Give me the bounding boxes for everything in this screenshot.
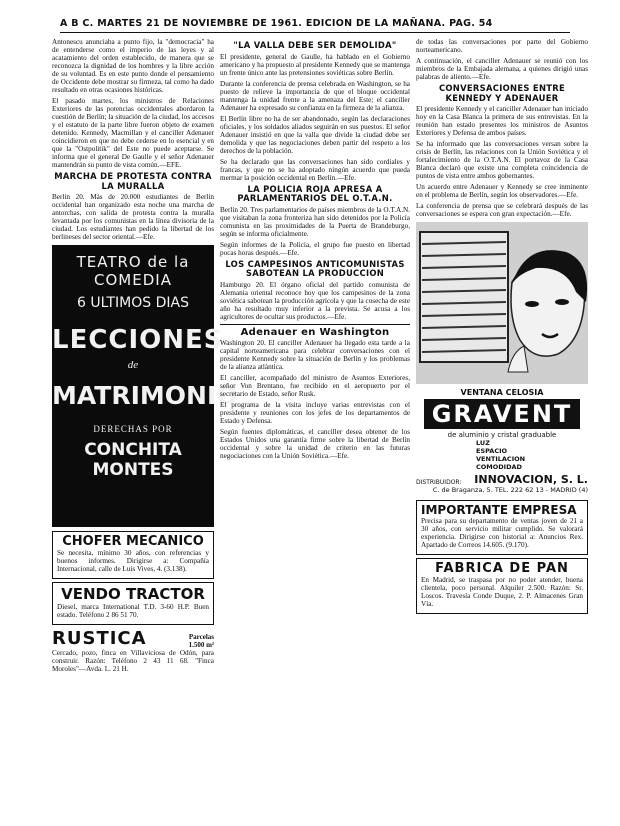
ad-gravent-sub: de aluminio y cristal graduable xyxy=(447,431,557,439)
ad-chofer xyxy=(52,531,214,579)
article-paragraph: de todas las conversaciones por parte del Gobierno norteamericano. xyxy=(416,38,588,54)
article-paragraph: Washington 20. El canciller Adenauer ha llegado esta tarde a la capital norteamericana para celebrar conversaciones con el presidente Kennedy sobre la situación de Berlín y los problemas de la alianza atlántica. xyxy=(220,339,410,371)
article-paragraph: Durante la conferencia de prensa celebrada en Washington, se ha puesto de relieve la importancia de que el bloque occidental mantenga la unidad frente a la amenaza del Este; el canciller Adenauer ha expresado su confianza en la firmeza de la alianza. xyxy=(220,79,410,112)
article-paragraph: Se ha informado que las conversaciones versan sobre la crisis de Berlín, las relaciones con la Unión Soviética y el fortalecimiento de la O.T.A.N. El portavoz de la Casa Blanca declaró que existe una completa coincidencia de puntos de vista entre ambos gobernantes. xyxy=(416,140,588,180)
column-left xyxy=(52,38,238,820)
headline-marcha-protesta: MARCHA DE PROTESTA CONTRA LA MURALLA xyxy=(54,171,212,191)
headline-conversaciones: CONVERSACIONES ENTRE KENNEDY Y ADENAUER xyxy=(438,83,566,103)
play-title-3: MATRIMONIO xyxy=(52,381,238,410)
divider xyxy=(220,324,410,325)
article-paragraph: Hamburgo 20. El órgano oficial del partido comunista de Alemania oriental reconoce hoy que los campesinos de la zona soviética sabotean la producción agrícola y que la cosecha de este año ha resultado muy inferior a la prevista. Se acusa a los agricultores de ocultar sus productos.—Efe. xyxy=(220,280,410,321)
article-paragraph: Antonescu anunciaba a punto fijo, la "democracia" ha de entenderse como el imperio de las leyes y al acatamiento del orden establecido, de manera que se reconozca la dignidad de los hombres y la libre acción de su voluntad. Es en este punto donde el pensamiento de Occidente debe mostrar su firmeza, tal como ha dado resultado en otras ocasiones históricas. xyxy=(52,38,214,94)
headline-campesinos: LOS CAMPESINOS ANTICOMUNISTAS SABOTEAN LA PRODUCCION xyxy=(225,258,405,278)
article-paragraph: El programa de la visita incluye varias entrevistas con el presidente y reuniones con los jefes de los departamentos de Estado y Defensa. xyxy=(220,401,410,425)
feature-item: VENTILACION xyxy=(476,455,526,463)
distributor-label: DISTRIBUIDOR: xyxy=(416,479,462,486)
headline-adenauer-washington: Adenauer en Washington xyxy=(240,326,390,338)
article-paragraph: El canciller, acompañado del ministro de Asuntos Exteriores, señor Von Brentano, fue recibido en el aeropuerto por el secretario de Estado, señor Rusk. xyxy=(220,374,410,398)
ad-fabrica-pan xyxy=(416,558,588,614)
ad-gravent xyxy=(416,388,588,494)
article-paragraph: A continuación, el canciller Adenauer se reunió con los miembros de la Embajada alemana, a quienes dirigió unas palabras de aliento.—Efe. xyxy=(416,57,588,81)
article-paragraph: El Berlín libre no ha de ser abandonado, según las declaraciones oficiales, y los soldados aliados seguirán en sus puestos. El señor Adenauer insistió en que la valla que divide la ciudad debe ser demolida y que las negociaciones deben partir del respeto a los derechos de la población. xyxy=(220,114,410,155)
ad-gravent-tag: VENTANA CELOSIA xyxy=(460,388,544,397)
ad-gravent-features xyxy=(476,439,588,471)
headline-valla: "LA VALLA DEBE SER DEMOLIDA" xyxy=(233,40,397,50)
ad-chofer-title: CHOFER MECANICO xyxy=(62,534,204,549)
window-woman-illustration-icon xyxy=(416,222,588,384)
ad-rustica xyxy=(52,628,214,673)
distributor-company: INNOVACION, S. L. xyxy=(474,473,588,486)
article-paragraph: El presidente Kennedy y el canciller Adenauer han iniciado hoy en la Casa Blanca la primera de sus entrevistas. En la reunión han estado presentes los ministros de Asuntos Exteriores y Defensa de ambos países. xyxy=(416,105,588,137)
ad-tractor-text: Diesel, marca International T.D. 3-60 H.P. Buen estado. Teléfono 2 86 51 70. xyxy=(57,603,209,619)
distributor-address: C. de Braganza, 5. TEL. 222 62 13 - MADRID (4) xyxy=(432,486,588,494)
feature-item: COMODIDAD xyxy=(476,463,522,471)
column-right xyxy=(416,38,588,820)
play-title-1: LECCIONES xyxy=(52,325,224,355)
window-illustration xyxy=(416,222,588,384)
theatre-days: 6 ULTIMOS DIAS xyxy=(77,295,189,311)
ad-empresa-text: Precisa para su departamento de ventas joven de 21 a 30 años, con servicio militar cumplido. Se valorará experiencia. Dirigirse con historial a: Anuncios Rex. Apartado de Correos 14.605. (9.170). xyxy=(421,517,583,549)
ad-importante-empresa xyxy=(416,500,588,555)
ad-empresa-title: IMPORTANTE EMPRESA xyxy=(421,503,577,517)
theatre-advertisement xyxy=(52,245,238,527)
ad-pan-title: FABRICA DE PAN xyxy=(435,561,569,576)
article-paragraph: Según informes de la Policía, el grupo fue puesto en libertad pocas horas después.—Efe. xyxy=(220,240,410,257)
feature-item: ESPACIO xyxy=(476,447,508,455)
ad-rustica-text: Cercado, pozo, finca en Villaviciosa de Odón, para construir. Razón: Teléfono 2 43 11 68. "Finca Moroles"—Avda. L. 21 H. xyxy=(52,649,214,673)
actress-name: CONCHITA MONTES xyxy=(84,440,182,480)
article-paragraph: El pasado martes, los ministros de Relaciones Exteriores de las potencias occidentales abordaron la cuestión de Berlín; la situación de la ciudad, los accesos y el estatuto de la parte libre fueron objeto de examen detenido. Kennedy, Macmillan y el canciller Adenauer coincidieron en que no debe cederse en lo esencial y en que la "Ostpolitik" del Este no puede aceptarse. Se informa que el general De Gaulle y el señor Adenauer mantendrán su punto de vista común.—EFE. xyxy=(52,97,214,169)
article-paragraph: La conferencia de prensa que se celebrará después de las conversaciones se espera con gran expectación.—Efe. xyxy=(416,202,588,218)
article-paragraph: El presidente, general de Gaulle, ha hablado en el Gobierno americano y ha propuesto al presidente Kennedy que se mantenga un frente único ante las pretensiones soviéticas sobre Berlín. xyxy=(220,52,410,77)
article-paragraph: Berlín 20. Más de 20.000 estudiantes de Berlín occidental han organizado esta noche una marcha de antorchas, con salida de protesta contra la muralla levantada por los comunistas en la línea divisoria de la ciudad. Los estudiantes han pedido la libertad de los berlineses del sector oriental.—Efe. xyxy=(52,193,214,241)
ad-tractor-title: VENDO TRACTOR xyxy=(61,585,205,603)
play-title-2: de xyxy=(127,359,139,371)
article-paragraph: Berlín 20. Tres parlamentarios de países miembros de la O.T.A.N. que visitaban la zona fronteriza han sido detenidos por la Policía comunista en las proximidades de la Puerta de Brandeburgo, según se informa oficialmente. xyxy=(220,205,410,238)
page-header: A B C. MARTES 21 DE NOVIEMBRE DE 1961. EDICION DE LA MAÑANA. PAG. 54 xyxy=(60,18,570,33)
theatre-name: TEATRO de la COMEDIA xyxy=(76,253,190,289)
ad-rustica-title: RUSTICA xyxy=(52,628,147,649)
ad-pan-text: En Madrid, se traspasa por no poder atender, buena clientela, poco personal. Alquiler 2.500. Razón: Sr. Loscos. Travesía Conde Duque, 2. P. Almacenes Gran Vía. xyxy=(421,576,583,608)
article-paragraph: Un acuerdo entre Adenauer y Kennedy se cree inminente en el problema de Berlín, según los observadores.—Efe. xyxy=(416,183,588,199)
ad-tractor xyxy=(52,582,214,625)
column-center xyxy=(220,38,410,820)
ad-gravent-brand: GRAVENT xyxy=(424,399,580,429)
headline-policia-roja: LA POLICIA ROJA APRESA A PARLAMENTARIOS DEL O.T.A.N. xyxy=(237,183,393,203)
ad-chofer-text: Se necesita, mínimo 30 años, con referencias y buenos informes. Dirigirse a: Compañía Internacional, calle de Luis Vives, 4. (3.138). xyxy=(57,549,209,573)
ad-rustica-side: Parcelas 1.500 m² xyxy=(188,633,214,649)
direction-label: DERECHAS POR xyxy=(93,424,173,434)
article-paragraph: Se ha declarado que las conversaciones han sido cordiales y francas, y que no se ha adoptado ningún acuerdo que pueda mermar la posición occidental en Berlín.—Efe. xyxy=(220,157,410,182)
feature-item: LUZ xyxy=(476,439,490,447)
article-paragraph: Según fuentes diplomáticas, el canciller desea obtener de los Estados Unidos una garantía firme sobre la libertad de Berlín occidental y sobre la unidad de criterio en las futuras negociaciones con la Unión Soviética.—Efe. xyxy=(220,428,410,460)
